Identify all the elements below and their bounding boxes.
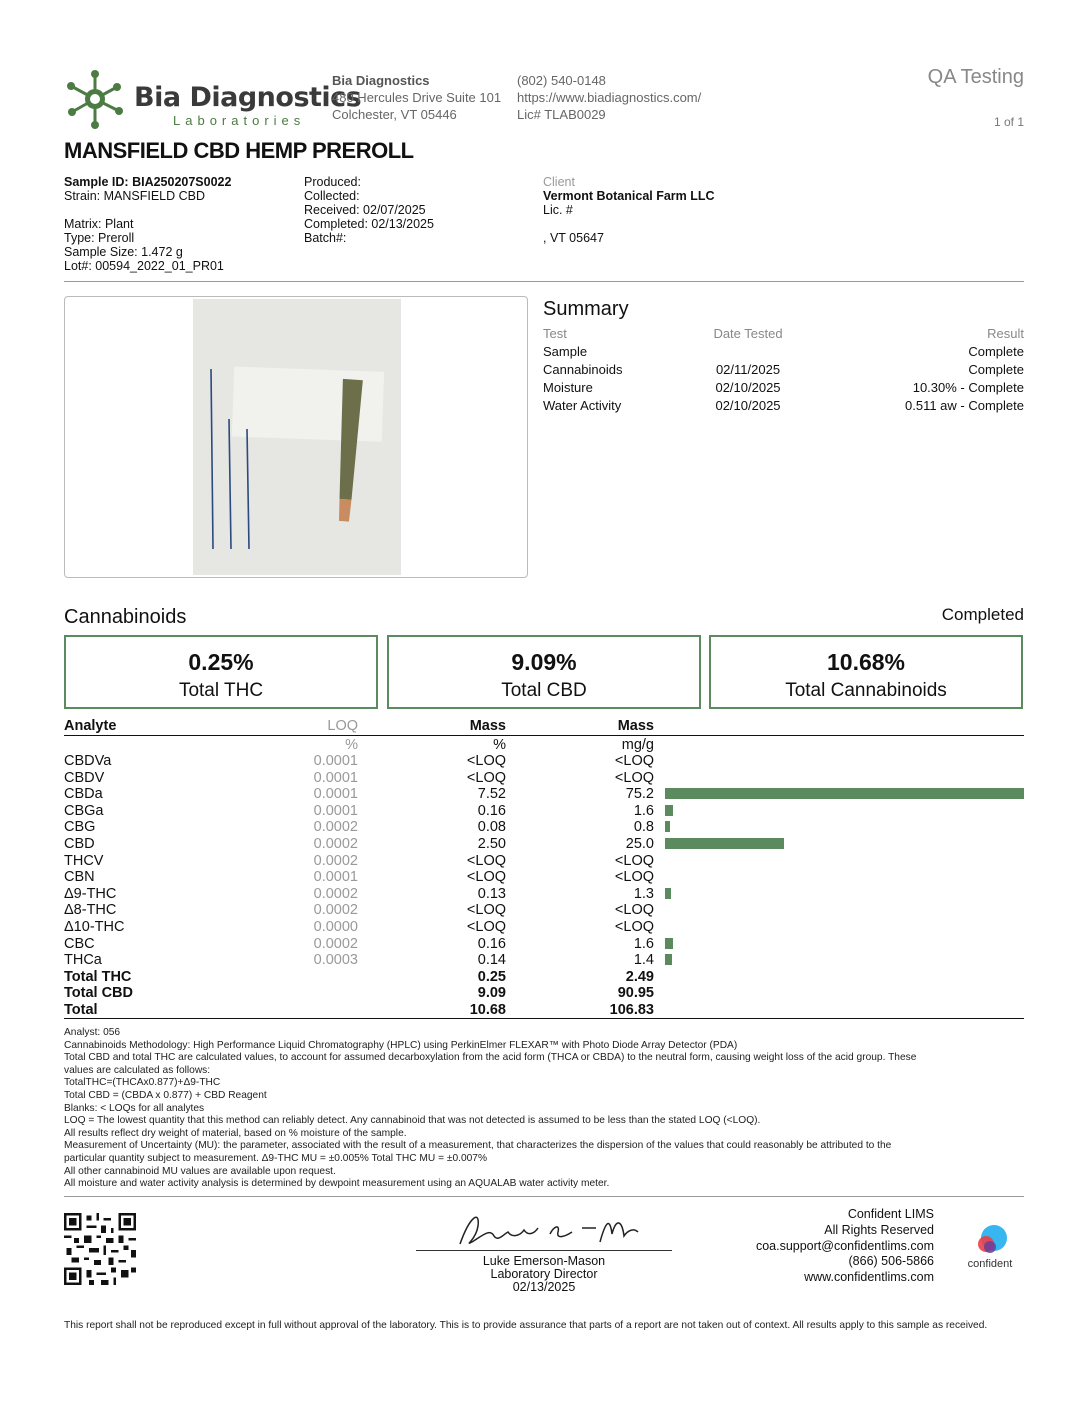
- analyte-name: THCV: [64, 852, 104, 869]
- analyte-mass-pct: <LOQ: [466, 869, 506, 886]
- sample-size: Sample Size: 1.472 g: [64, 245, 183, 259]
- lab-address-line2: Colchester, VT 05446: [332, 107, 457, 122]
- note-line: LOQ = The lowest quantity that this method can reliably detect. Any cannabinoid that was not detected is assumed to be less than the stated LOQ (<LOQ).: [64, 1115, 761, 1127]
- analyte-mass-mg: 0.8: [633, 819, 654, 836]
- sample-matrix: Matrix: Plant: [64, 217, 134, 231]
- date-completed: Completed: 02/13/2025: [304, 217, 434, 231]
- bia-logo-icon: [64, 68, 126, 130]
- analyte-bar: [665, 788, 1024, 799]
- analyte-loq: 0.0001: [313, 802, 358, 819]
- lab-license: Lic# TLAB0029: [517, 107, 606, 122]
- analyte-loq: 0.0002: [313, 819, 358, 836]
- analyte-mass-pct: <LOQ: [466, 753, 506, 769]
- header-analyte: Analyte: [64, 718, 117, 734]
- client-label: Client: [543, 175, 575, 189]
- summary-title: Summary: [543, 298, 629, 320]
- disclaimer: This report shall not be reproduced except in full without approval of the laboratory. This is to provide assurance that parts of a report are not taken out of context. All results apply to this sample as received.: [64, 1320, 988, 1331]
- lab-name: Bia Diagnostics: [332, 73, 430, 88]
- total-mass-pct: 0.25: [477, 968, 506, 985]
- analyte-mass-pct: 0.08: [477, 819, 506, 836]
- analyte-mass-mg: <LOQ: [614, 852, 654, 869]
- analyte-bar: [665, 954, 672, 965]
- analyte-loq: 0.0002: [313, 935, 358, 952]
- note-line: All other cannabinoid MU values are available upon request.: [64, 1165, 336, 1177]
- divider: [64, 281, 1024, 282]
- methodology-notes: [64, 1027, 1024, 1191]
- analyte-mass-pct: 0.16: [477, 802, 506, 819]
- total-thc-box: [64, 635, 378, 709]
- analyte-mass-mg: <LOQ: [614, 769, 654, 786]
- analyte-loq: 0.0001: [313, 869, 358, 886]
- total-mass-mg: 106.83: [609, 1002, 654, 1018]
- analyte-bar: [665, 821, 670, 832]
- analyte-mass-pct: <LOQ: [466, 852, 506, 869]
- summary-date: [686, 342, 810, 360]
- lab-address-line1: 480 Hercules Drive Suite 101: [332, 90, 502, 105]
- summary-result: 0.511 aw - Complete: [905, 397, 1024, 413]
- analyte-mass-pct: 0.13: [477, 885, 506, 902]
- total-name: Total CBD: [64, 985, 134, 1002]
- lims-phone: (866) 506-5866: [848, 1254, 934, 1269]
- total-cannabinoids-box: [709, 635, 1023, 709]
- header-mass-pct: Mass: [469, 718, 506, 734]
- signature-line: [416, 1250, 672, 1251]
- table-rule: [64, 735, 1024, 736]
- summary-header-test: Test: [543, 325, 567, 341]
- analyte-mass-mg: <LOQ: [614, 753, 654, 769]
- analyte-name: Δ9-THC: [64, 885, 117, 902]
- summary-result: Complete: [968, 343, 1024, 359]
- lims-web-link[interactable]: www.confidentlims.com: [804, 1270, 934, 1285]
- signature-mark: [450, 1206, 640, 1250]
- total-cbd-label: Total CBD: [501, 680, 587, 701]
- analyte-name: Δ8-THC: [64, 902, 117, 919]
- analyte-name: CBGa: [64, 802, 104, 819]
- sample-lot: Lot#: 00594_2022_01_PR01: [64, 259, 224, 273]
- summary-test: Cannabinoids: [543, 361, 623, 377]
- total-cbd-box: [387, 635, 701, 709]
- analyte-bar: [665, 938, 673, 949]
- sample-id: Sample ID: BIA250207S0022: [64, 175, 232, 189]
- lab-contact: [517, 72, 701, 123]
- summary-date: 02/10/2025: [715, 379, 781, 395]
- analyte-mass-mg: <LOQ: [614, 902, 654, 919]
- analyte-loq: 0.0001: [313, 769, 358, 786]
- note-line: Blanks: < LOQs for all analytes: [64, 1102, 205, 1114]
- note-line: All moisture and water activity analysis is determined by dewpoint measurement using an AQUALAB water activity meter.: [64, 1178, 610, 1190]
- qr-code-icon: [64, 1213, 136, 1285]
- analyte-name: CBG: [64, 819, 96, 836]
- qa-testing-label: QA Testing: [927, 66, 1024, 88]
- date-received: Received: 02/07/2025: [304, 203, 426, 217]
- client-location: , VT 05647: [543, 231, 604, 245]
- unit-mass-mg: mg/g: [621, 737, 654, 753]
- analyte-loq: 0.0001: [313, 786, 358, 803]
- analyte-mass-pct: 0.14: [477, 952, 506, 969]
- analyte-mass-mg: 1.6: [633, 935, 654, 952]
- sample-dates: [304, 175, 434, 245]
- date-collected: Collected:: [304, 189, 360, 203]
- analyte-mass-mg: <LOQ: [614, 869, 654, 886]
- total-cannabinoids-label: Total Cannabinoids: [785, 680, 947, 701]
- note-line: Analyst: 056: [64, 1027, 121, 1038]
- analyte-name: CBC: [64, 935, 95, 952]
- confident-logo-text: confident: [967, 1258, 1013, 1270]
- analyte-name: CBDVa: [64, 753, 112, 769]
- lims-rights: All Rights Reserved: [824, 1222, 934, 1237]
- note-line: Measurement of Uncertainty (MU): the parameter, associated with the result of a measurement, that characterizes the dispersion of the values that could reasonably be attributed to the: [64, 1140, 892, 1152]
- summary-header-result: Result: [987, 325, 1024, 341]
- unit-mass-pct: %: [493, 737, 506, 753]
- header-mass-mg: Mass: [617, 718, 654, 734]
- note-line: Total CBD and total THC are calculated values, to account for assumed decarboxylation from the acid form (THCA or CBDA) to the neutral form, causing weight loss of the acid group. These: [64, 1052, 917, 1064]
- analyte-bar: [665, 888, 671, 899]
- summary-date: 02/10/2025: [715, 397, 781, 413]
- lab-website-link[interactable]: https://www.biadiagnostics.com/: [517, 90, 702, 105]
- sample-type: Type: Preroll: [64, 231, 135, 245]
- summary-table: [543, 324, 1024, 414]
- divider: [64, 1196, 1024, 1197]
- director-name: Luke Emerson-Mason: [482, 1254, 606, 1268]
- unit-loq: %: [345, 737, 358, 753]
- analyte-loq: 0.0001: [313, 753, 358, 769]
- total-cannabinoids-value: 10.68%: [826, 649, 905, 675]
- summary-row: [543, 342, 1024, 360]
- analyte-name: THCa: [64, 952, 102, 969]
- note-line: Total CBD = (CBDA x 0.877) + CBD Reagent: [64, 1089, 267, 1101]
- total-cbd-value: 9.09%: [511, 649, 577, 675]
- note-line: All results reflect dry weight of material, based on % moisture of the sample.: [64, 1127, 407, 1139]
- summary-result: Complete: [968, 361, 1024, 377]
- summary-row: [543, 396, 1024, 414]
- summary-result: 10.30% - Complete: [912, 379, 1024, 395]
- sample-photo: [64, 296, 528, 578]
- cannabinoids-status: Completed: [941, 605, 1024, 624]
- analyte-loq: 0.0003: [313, 952, 358, 969]
- analyte-mass-pct: 0.16: [477, 935, 506, 952]
- analyte-mass-pct: 2.50: [477, 836, 506, 852]
- analyte-name: CBDa: [64, 786, 103, 803]
- analyte-loq: 0.0002: [313, 836, 358, 852]
- lims-email-link[interactable]: coa.support@confidentlims.com: [755, 1238, 934, 1253]
- preroll-image: [193, 299, 401, 575]
- analyte-mass-pct: <LOQ: [466, 902, 506, 919]
- total-name: Total THC: [64, 968, 132, 985]
- analyte-mass-mg: 25.0: [625, 836, 654, 852]
- analyte-name: CBDV: [64, 769, 105, 786]
- analyte-mass-pct: 7.52: [477, 786, 506, 803]
- signature-block: [416, 1255, 672, 1294]
- page-count: 1 of 1: [993, 115, 1024, 129]
- summary-date: 02/11/2025: [715, 361, 781, 377]
- logo-subtitle: Laboratories: [173, 113, 306, 128]
- analyte-name: CBN: [64, 869, 95, 886]
- client-name: Vermont Botanical Farm LLC: [543, 189, 715, 203]
- total-name: Total: [64, 1002, 98, 1018]
- summary-row: [543, 378, 1024, 396]
- total-mass-mg: 90.95: [617, 985, 654, 1002]
- analyte-loq: 0.0000: [313, 919, 358, 935]
- lims-info: [756, 1207, 934, 1286]
- date-produced: Produced:: [304, 175, 361, 189]
- lab-phone: (802) 540-0148: [517, 73, 606, 88]
- total-thc-label: Total THC: [178, 680, 264, 701]
- summary-row: [543, 360, 1024, 378]
- total-mass-mg: 2.49: [625, 968, 654, 985]
- lims-name: Confident LIMS: [847, 1207, 934, 1221]
- note-line: TotalTHC=(THCAx0.877)+Δ9-THC: [64, 1077, 221, 1089]
- analyte-loq: 0.0002: [313, 902, 358, 919]
- analyte-bar: [665, 805, 673, 816]
- note-line: Cannabinoids Methodology: High Performance Liquid Chromatography (HPLC) using PerkinElmer FLEXAR™ with Photo Diode Array Detector (PDA): [64, 1039, 738, 1051]
- total-mass-pct: 10.68: [469, 1002, 506, 1018]
- analyte-name: Δ10-THC: [64, 919, 125, 935]
- analyte-mass-mg: <LOQ: [614, 919, 654, 935]
- lab-address: [332, 72, 501, 123]
- report-title: MANSFIELD CBD HEMP PREROLL: [64, 138, 414, 163]
- summary-header-date: Date Tested: [713, 325, 783, 341]
- table-bottom-rule: [64, 1018, 1024, 1019]
- batch-number: Batch#:: [304, 231, 347, 245]
- analyte-bar: [665, 838, 784, 849]
- sample-strain: Strain: MANSFIELD CBD: [64, 189, 206, 203]
- analyte-mass-mg: 1.4: [633, 952, 654, 969]
- total-thc-value: 0.25%: [188, 649, 254, 675]
- note-line: particular quantity subject to measurement. Δ9-THC MU = ±0.005% Total THC MU = ±0.007%: [64, 1152, 488, 1164]
- sample-info: [64, 175, 231, 273]
- analyte-mass-pct: <LOQ: [466, 769, 506, 786]
- analyte-mass-mg: 1.6: [633, 802, 654, 819]
- sample-bag-image: [193, 299, 401, 575]
- total-mass-pct: 9.09: [477, 985, 506, 1002]
- summary-test: Sample: [543, 343, 588, 359]
- cannabinoids-title: Cannabinoids: [64, 606, 187, 628]
- summary-test: Water Activity: [543, 397, 622, 413]
- logo-wordmark: Bia Diagnostics: [134, 82, 362, 113]
- analyte-loq: 0.0002: [313, 852, 358, 869]
- note-line: values are calculated as follows:: [64, 1064, 211, 1076]
- analyte-mass-mg: 75.2: [625, 786, 654, 803]
- signature-date: 02/13/2025: [512, 1280, 576, 1294]
- header-loq: LOQ: [327, 718, 358, 734]
- client-license: Lic. #: [543, 203, 573, 217]
- director-role: Laboratory Director: [490, 1267, 598, 1281]
- analyte-mass-mg: 1.3: [633, 885, 654, 902]
- analyte-loq: 0.0002: [313, 885, 358, 902]
- analyte-mass-pct: <LOQ: [466, 919, 506, 935]
- client-info: [543, 175, 715, 245]
- analyte-name: CBD: [64, 836, 95, 852]
- summary-test: Moisture: [543, 379, 593, 395]
